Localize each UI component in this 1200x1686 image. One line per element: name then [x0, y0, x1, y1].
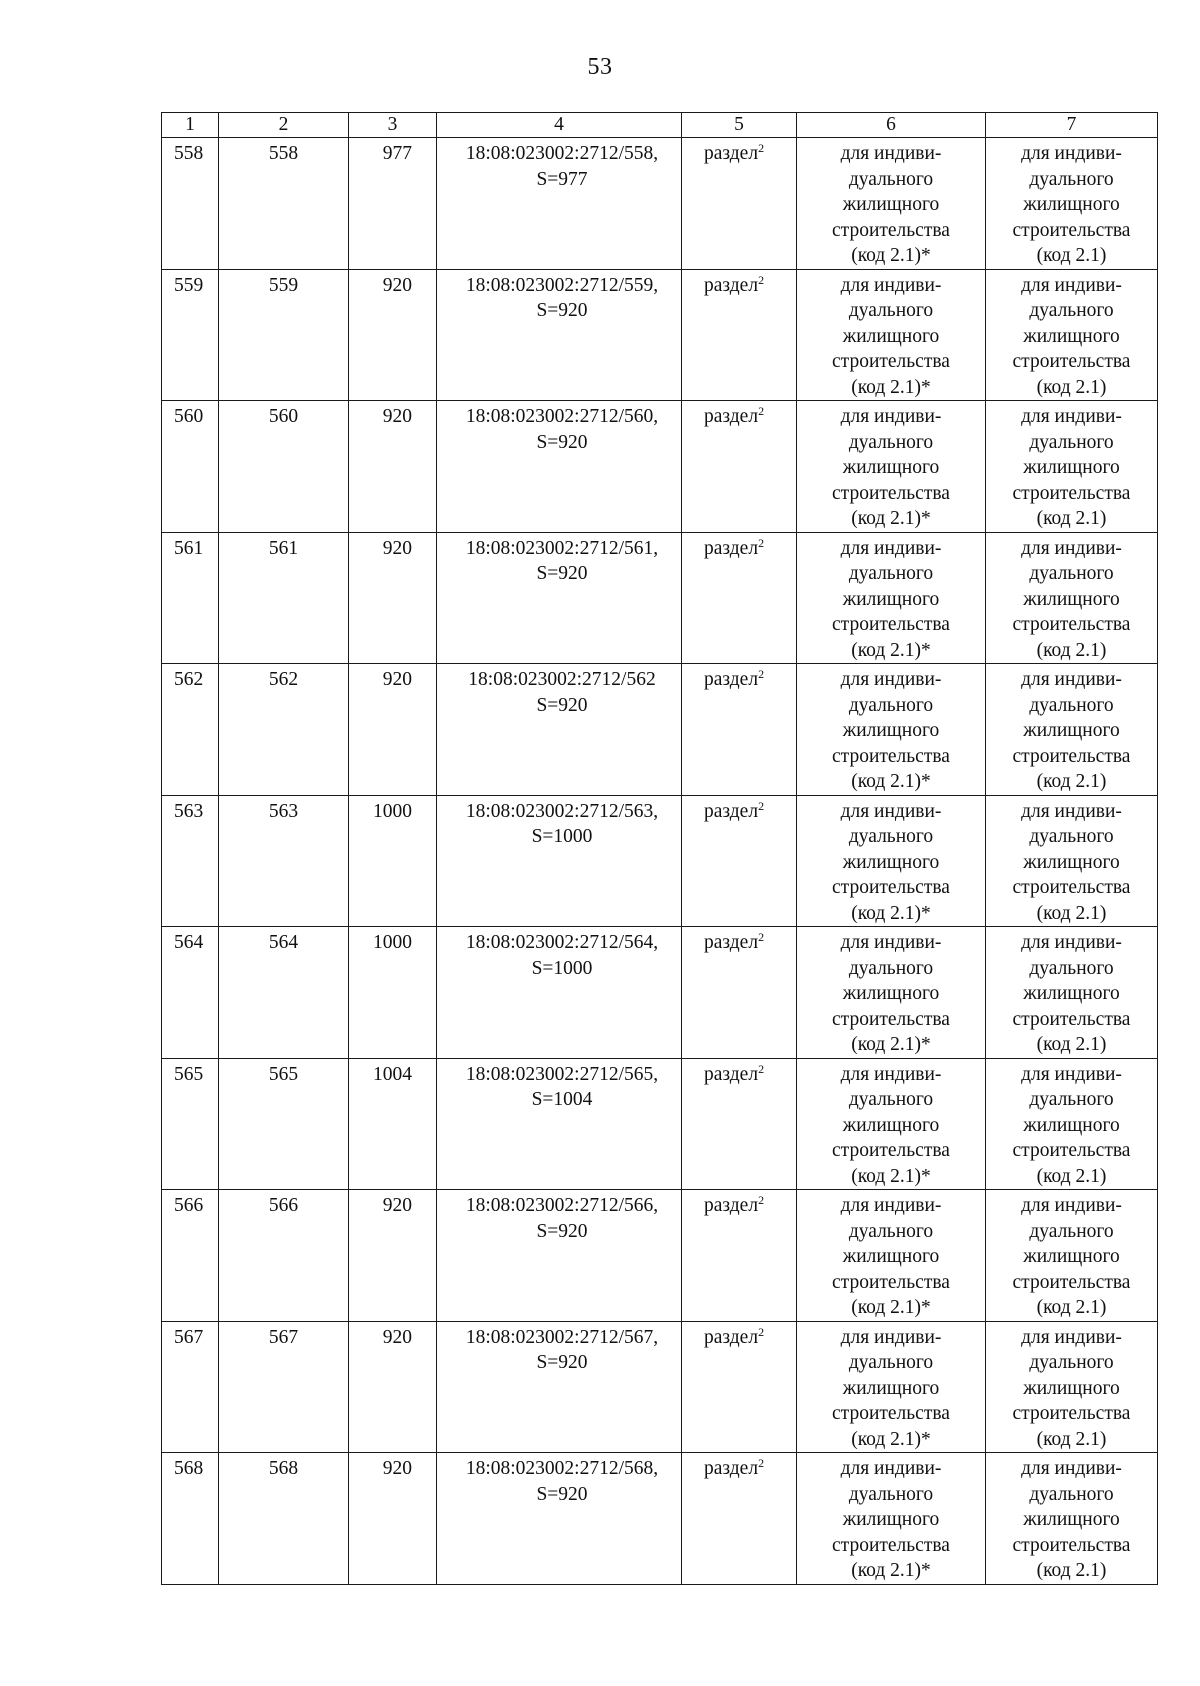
proposed-use-cell: [986, 401, 1158, 533]
permitted-use-cell: [797, 1058, 986, 1190]
proposed-use-line: дуального: [1029, 563, 1114, 584]
formation-method: раздел: [704, 1326, 759, 1348]
cadastral-cell: [437, 269, 682, 401]
cadastral-cell: [437, 401, 682, 533]
cadastral-number: 18:08:023002:2712/562: [468, 669, 656, 690]
table-header-row: [162, 113, 1158, 138]
proposed-use-line: для индиви-: [1021, 932, 1122, 953]
proposed-use-line: строительства: [1012, 351, 1131, 372]
formation-method-cell: [682, 138, 797, 270]
proposed-use-line: жилищного: [1023, 457, 1120, 478]
column-header-5: 5: [682, 113, 797, 138]
row-number-cell: [162, 795, 219, 927]
plot-number: 565: [268, 1063, 299, 1085]
permitted-use-line: строительства: [832, 219, 950, 241]
formation-method: раздел: [704, 406, 759, 427]
cadastral-number: 18:08:023002:2712/558,: [465, 143, 659, 164]
permitted-use-cell: [797, 1321, 986, 1453]
cadastral-number: 18:08:023002:2712/568,: [465, 1458, 659, 1479]
cadastral-cell: [437, 1453, 682, 1585]
cadastral-area: S=920: [536, 431, 588, 453]
permitted-use-cell: [797, 664, 986, 796]
permitted-use-line: дуального: [848, 563, 934, 584]
proposed-use-cell: [986, 927, 1158, 1059]
formation-method: раздел: [704, 1458, 759, 1479]
plot-number-cell: [219, 927, 349, 1059]
footnote-marker: 2: [758, 141, 765, 155]
proposed-use-line: (код 2.1): [1036, 1165, 1107, 1187]
plot-number-cell: [219, 1453, 349, 1585]
plot-number-cell: [219, 1190, 349, 1322]
row-number-cell: [162, 401, 219, 533]
cadastral-cell: [437, 1321, 682, 1453]
permitted-use-line: строительства: [832, 1534, 950, 1556]
proposed-use-line: для индиви-: [1021, 143, 1122, 164]
area-value: 1004: [373, 1063, 412, 1085]
formation-method: раздел: [704, 537, 759, 559]
plot-number: 560: [268, 406, 299, 427]
row-number: 562: [174, 669, 204, 690]
permitted-use-line: жилищного: [842, 457, 940, 478]
permitted-use-line: для индиви-: [840, 274, 942, 296]
permitted-use-line: жилищного: [842, 1509, 940, 1530]
row-number: 568: [174, 1458, 204, 1479]
proposed-use-line: жилищного: [1023, 1377, 1120, 1399]
proposed-use-cell: [986, 1058, 1158, 1190]
proposed-use-line: жилищного: [1023, 851, 1120, 873]
formation-method: раздел: [704, 1195, 759, 1216]
formation-method: раздел: [704, 932, 759, 953]
table-row: [162, 138, 1158, 270]
proposed-use-cell: [986, 1321, 1158, 1453]
row-number-cell: [162, 269, 219, 401]
proposed-use-line: (код 2.1): [1036, 376, 1107, 398]
column-header-2: 2: [219, 113, 349, 138]
cadastral-area: S=1000: [531, 957, 593, 979]
permitted-use-line: дуального: [848, 826, 934, 847]
land-plots-table: [161, 112, 1158, 1585]
proposed-use-line: (код 2.1): [1036, 1560, 1107, 1581]
area-cell: [349, 269, 437, 401]
formation-method-cell: [682, 927, 797, 1059]
cadastral-area: S=1004: [531, 1089, 593, 1110]
proposed-use-line: (код 2.1): [1036, 508, 1107, 529]
permitted-use-cell: [797, 138, 986, 270]
permitted-use-line: дуального: [848, 168, 934, 190]
proposed-use-line: строительства: [1012, 1271, 1131, 1293]
permitted-use-line: строительства: [832, 482, 950, 504]
proposed-use-line: для индиви-: [1021, 669, 1122, 690]
formation-method-cell: [682, 664, 797, 796]
proposed-use-line: для индиви-: [1021, 406, 1122, 427]
row-number-cell: [162, 1190, 219, 1322]
permitted-use-line: (код 2.1)*: [851, 1560, 931, 1581]
proposed-use-line: строительства: [1012, 219, 1131, 241]
proposed-use-line: строительства: [1012, 1140, 1131, 1161]
proposed-use-line: для индиви-: [1021, 274, 1122, 296]
formation-method: раздел: [704, 1063, 759, 1085]
proposed-use-line: жилищного: [1023, 1509, 1120, 1530]
proposed-use-line: дуального: [1029, 1352, 1114, 1373]
proposed-use-line: строительства: [1012, 1403, 1131, 1424]
area-value: 920: [382, 274, 412, 296]
permitted-use-line: (код 2.1)*: [851, 1165, 931, 1187]
plot-number: 559: [268, 274, 299, 296]
proposed-use-line: для индиви-: [1021, 1195, 1122, 1216]
proposed-use-line: жилищного: [1023, 325, 1120, 347]
proposed-use-cell: [986, 532, 1158, 664]
cadastral-cell: [437, 532, 682, 664]
footnote-marker: 2: [758, 535, 765, 550]
proposed-use-line: (код 2.1): [1036, 245, 1107, 266]
cadastral-area: S=920: [536, 694, 588, 716]
column-header-3: 3: [349, 113, 437, 138]
proposed-use-line: (код 2.1): [1036, 1428, 1107, 1450]
permitted-use-line: (код 2.1)*: [851, 902, 931, 924]
plot-number-cell: [219, 401, 349, 533]
proposed-use-line: (код 2.1): [1036, 902, 1107, 924]
area-value: 1000: [373, 800, 412, 822]
table-body: [162, 138, 1158, 1585]
proposed-use-cell: [986, 138, 1158, 270]
permitted-use-line: жилищного: [842, 1246, 940, 1267]
proposed-use-line: строительства: [1012, 745, 1131, 767]
proposed-use-line: строительства: [1012, 614, 1131, 635]
formation-method-cell: [682, 401, 797, 533]
cadastral-area: S=920: [536, 1220, 588, 1242]
plot-number: 564: [268, 932, 299, 953]
proposed-use-line: дуального: [1029, 826, 1114, 847]
permitted-use-line: строительства: [832, 877, 950, 898]
permitted-use-line: дуального: [848, 1089, 934, 1110]
formation-method: раздел: [704, 143, 759, 164]
cadastral-cell: [437, 1190, 682, 1322]
plot-number: 567: [268, 1326, 299, 1348]
plot-number-cell: [219, 664, 349, 796]
area-cell: [349, 795, 437, 927]
proposed-use-line: дуального: [1029, 1089, 1114, 1110]
cadastral-area: S=920: [536, 300, 588, 321]
permitted-use-line: дуального: [848, 1352, 934, 1373]
formation-method: раздел: [704, 669, 759, 690]
table-row: [162, 401, 1158, 533]
permitted-use-line: жилищного: [842, 983, 940, 1004]
cadastral-number: 18:08:023002:2712/563,: [465, 800, 659, 822]
cadastral-area: S=977: [536, 168, 588, 190]
cadastral-area: S=920: [536, 1352, 588, 1373]
footnote-marker: 2: [758, 1324, 765, 1339]
proposed-use-line: строительства: [1012, 482, 1131, 504]
permitted-use-line: жилищного: [842, 1114, 940, 1136]
plot-number-cell: [219, 1058, 349, 1190]
cadastral-number: 18:08:023002:2712/564,: [465, 932, 659, 953]
row-number: 564: [174, 932, 204, 953]
table-row: [162, 927, 1158, 1059]
permitted-use-cell: [797, 532, 986, 664]
permitted-use-line: жилищного: [842, 1377, 940, 1399]
permitted-use-line: для индиви-: [840, 406, 942, 427]
permitted-use-cell: [797, 1453, 986, 1585]
permitted-use-line: (код 2.1)*: [851, 245, 931, 266]
permitted-use-line: строительства: [832, 745, 950, 767]
permitted-use-line: дуального: [848, 1483, 934, 1505]
permitted-use-line: жилищного: [842, 325, 940, 347]
permitted-use-line: жилищного: [842, 588, 940, 610]
proposed-use-line: жилищного: [1023, 1246, 1120, 1267]
row-number: 559: [174, 274, 204, 296]
area-cell: [349, 1058, 437, 1190]
plot-number: 563: [268, 800, 299, 822]
proposed-use-cell: [986, 1453, 1158, 1585]
formation-method: раздел: [704, 800, 759, 822]
area-value: 920: [382, 537, 412, 559]
formation-method-cell: [682, 1058, 797, 1190]
permitted-use-line: (код 2.1)*: [851, 1428, 931, 1450]
plot-number: 561: [268, 537, 299, 559]
footnote-marker: 2: [758, 1193, 765, 1207]
permitted-use-line: (код 2.1)*: [851, 639, 931, 661]
permitted-use-line: строительства: [832, 1140, 950, 1161]
table-row: [162, 1453, 1158, 1585]
area-value: 920: [382, 406, 412, 427]
proposed-use-cell: [986, 269, 1158, 401]
permitted-use-cell: [797, 795, 986, 927]
footnote-marker: 2: [758, 404, 765, 418]
proposed-use-line: строительства: [1012, 877, 1131, 898]
row-number-cell: [162, 532, 219, 664]
plot-number-cell: [219, 269, 349, 401]
area-value: 920: [382, 1195, 412, 1216]
permitted-use-line: жилищного: [842, 851, 940, 873]
permitted-use-line: дуального: [848, 1220, 934, 1242]
permitted-use-line: строительства: [832, 1008, 950, 1030]
plot-number: 558: [268, 143, 299, 164]
row-number-cell: [162, 1453, 219, 1585]
area-cell: [349, 138, 437, 270]
permitted-use-line: строительства: [832, 1403, 950, 1424]
proposed-use-line: жилищного: [1023, 588, 1120, 610]
permitted-use-line: для индиви-: [840, 669, 942, 690]
permitted-use-line: (код 2.1)*: [851, 1297, 931, 1318]
permitted-use-line: для индиви-: [840, 1326, 942, 1348]
proposed-use-line: дуального: [1029, 431, 1114, 453]
area-cell: [349, 927, 437, 1059]
area-cell: [349, 664, 437, 796]
row-number: 560: [174, 406, 204, 427]
cadastral-number: 18:08:023002:2712/565,: [465, 1063, 659, 1085]
proposed-use-line: дуального: [1029, 168, 1114, 190]
cadastral-number: 18:08:023002:2712/561,: [465, 537, 659, 559]
formation-method-cell: [682, 795, 797, 927]
table-row: [162, 795, 1158, 927]
permitted-use-line: для индиви-: [840, 1195, 942, 1216]
plot-number: 562: [268, 669, 299, 690]
proposed-use-line: (код 2.1): [1036, 771, 1107, 792]
row-number: 558: [174, 143, 204, 164]
proposed-use-line: для индиви-: [1021, 1063, 1122, 1085]
formation-method-cell: [682, 1190, 797, 1322]
proposed-use-line: (код 2.1): [1036, 639, 1107, 661]
cadastral-cell: [437, 927, 682, 1059]
permitted-use-line: дуального: [848, 957, 934, 979]
proposed-use-cell: [986, 664, 1158, 796]
row-number-cell: [162, 927, 219, 1059]
proposed-use-line: для индиви-: [1021, 537, 1122, 559]
proposed-use-line: жилищного: [1023, 720, 1120, 741]
permitted-use-line: для индиви-: [840, 143, 942, 164]
permitted-use-line: для индиви-: [840, 932, 942, 953]
permitted-use-cell: [797, 1190, 986, 1322]
proposed-use-line: дуального: [1029, 300, 1114, 321]
permitted-use-line: (код 2.1)*: [851, 376, 931, 398]
footnote-marker: 2: [758, 667, 765, 681]
permitted-use-line: для индиви-: [840, 1063, 942, 1085]
plot-number-cell: [219, 1321, 349, 1453]
plot-number: 566: [268, 1195, 299, 1216]
plot-number-cell: [219, 138, 349, 270]
permitted-use-cell: [797, 401, 986, 533]
permitted-use-line: строительства: [832, 351, 950, 372]
proposed-use-line: дуального: [1029, 694, 1114, 716]
table-row: [162, 664, 1158, 796]
column-header-6: 6: [797, 113, 986, 138]
cadastral-number: 18:08:023002:2712/566,: [465, 1195, 659, 1216]
footnote-marker: 2: [758, 1061, 765, 1076]
permitted-use-line: для индиви-: [840, 537, 942, 559]
formation-method-cell: [682, 532, 797, 664]
footnote-marker: 2: [758, 1456, 765, 1470]
permitted-use-line: для индиви-: [840, 800, 942, 822]
proposed-use-line: дуального: [1029, 957, 1114, 979]
area-cell: [349, 532, 437, 664]
cadastral-cell: [437, 664, 682, 796]
column-header-7: 7: [986, 113, 1158, 138]
area-value: 920: [382, 1326, 412, 1348]
permitted-use-line: строительства: [832, 614, 950, 635]
footnote-marker: 2: [758, 930, 765, 944]
permitted-use-line: жилищного: [842, 720, 940, 741]
permitted-use-line: (код 2.1)*: [851, 508, 931, 529]
plot-number-cell: [219, 532, 349, 664]
proposed-use-cell: [986, 795, 1158, 927]
proposed-use-line: жилищного: [1023, 983, 1120, 1004]
cadastral-area: S=920: [536, 563, 588, 584]
permitted-use-line: дуального: [848, 431, 934, 453]
permitted-use-line: жилищного: [842, 194, 940, 215]
area-cell: [349, 1453, 437, 1585]
row-number: 561: [174, 537, 204, 559]
plot-number: 568: [268, 1458, 299, 1479]
footnote-marker: 2: [758, 272, 765, 287]
plot-number-cell: [219, 795, 349, 927]
proposed-use-line: дуального: [1029, 1483, 1114, 1505]
proposed-use-line: для индиви-: [1021, 1326, 1122, 1348]
cadastral-number: 18:08:023002:2712/559,: [465, 274, 659, 296]
proposed-use-line: (код 2.1): [1036, 1034, 1107, 1055]
cadastral-cell: [437, 1058, 682, 1190]
footnote-marker: 2: [758, 798, 765, 813]
table-row: [162, 269, 1158, 401]
formation-method-cell: [682, 1321, 797, 1453]
permitted-use-line: для индиви-: [840, 1458, 942, 1479]
formation-method: раздел: [704, 274, 759, 296]
proposed-use-line: дуального: [1029, 1220, 1114, 1242]
row-number: 565: [174, 1063, 204, 1085]
cadastral-area: S=920: [536, 1483, 588, 1505]
row-number: 566: [174, 1195, 204, 1216]
area-value: 920: [382, 669, 412, 690]
proposed-use-cell: [986, 1190, 1158, 1322]
row-number: 563: [174, 800, 204, 822]
column-header-1: 1: [162, 113, 219, 138]
column-header-4: 4: [437, 113, 682, 138]
permitted-use-cell: [797, 927, 986, 1059]
area-cell: [349, 401, 437, 533]
table-row: [162, 1190, 1158, 1322]
formation-method-cell: [682, 269, 797, 401]
permitted-use-line: дуального: [848, 694, 934, 716]
row-number-cell: [162, 1058, 219, 1190]
cadastral-number: 18:08:023002:2712/560,: [465, 406, 659, 427]
area-value: 1000: [373, 932, 412, 953]
proposed-use-line: жилищного: [1023, 1114, 1120, 1136]
area-cell: [349, 1321, 437, 1453]
row-number: 567: [174, 1326, 204, 1348]
permitted-use-line: строительства: [832, 1271, 950, 1293]
area-value: 920: [382, 1458, 412, 1479]
area-cell: [349, 1190, 437, 1322]
proposed-use-line: для индиви-: [1021, 800, 1122, 822]
proposed-use-line: для индиви-: [1021, 1458, 1122, 1479]
row-number-cell: [162, 1321, 219, 1453]
row-number-cell: [162, 664, 219, 796]
formation-method-cell: [682, 1453, 797, 1585]
table-row: [162, 1058, 1158, 1190]
proposed-use-line: (код 2.1): [1036, 1297, 1107, 1318]
proposed-use-line: строительства: [1012, 1534, 1131, 1556]
proposed-use-line: жилищного: [1023, 194, 1120, 215]
proposed-use-line: строительства: [1012, 1008, 1131, 1030]
page-number: 53: [587, 54, 613, 80]
area-value: 977: [382, 143, 412, 164]
cadastral-cell: [437, 138, 682, 270]
permitted-use-line: дуального: [848, 300, 934, 321]
permitted-use-line: (код 2.1)*: [851, 1034, 931, 1055]
permitted-use-line: (код 2.1)*: [851, 771, 931, 792]
table-row: [162, 532, 1158, 664]
cadastral-area: S=1000: [531, 826, 593, 847]
row-number-cell: [162, 138, 219, 270]
permitted-use-cell: [797, 269, 986, 401]
cadastral-number: 18:08:023002:2712/567,: [465, 1326, 659, 1348]
cadastral-cell: [437, 795, 682, 927]
table-row: [162, 1321, 1158, 1453]
